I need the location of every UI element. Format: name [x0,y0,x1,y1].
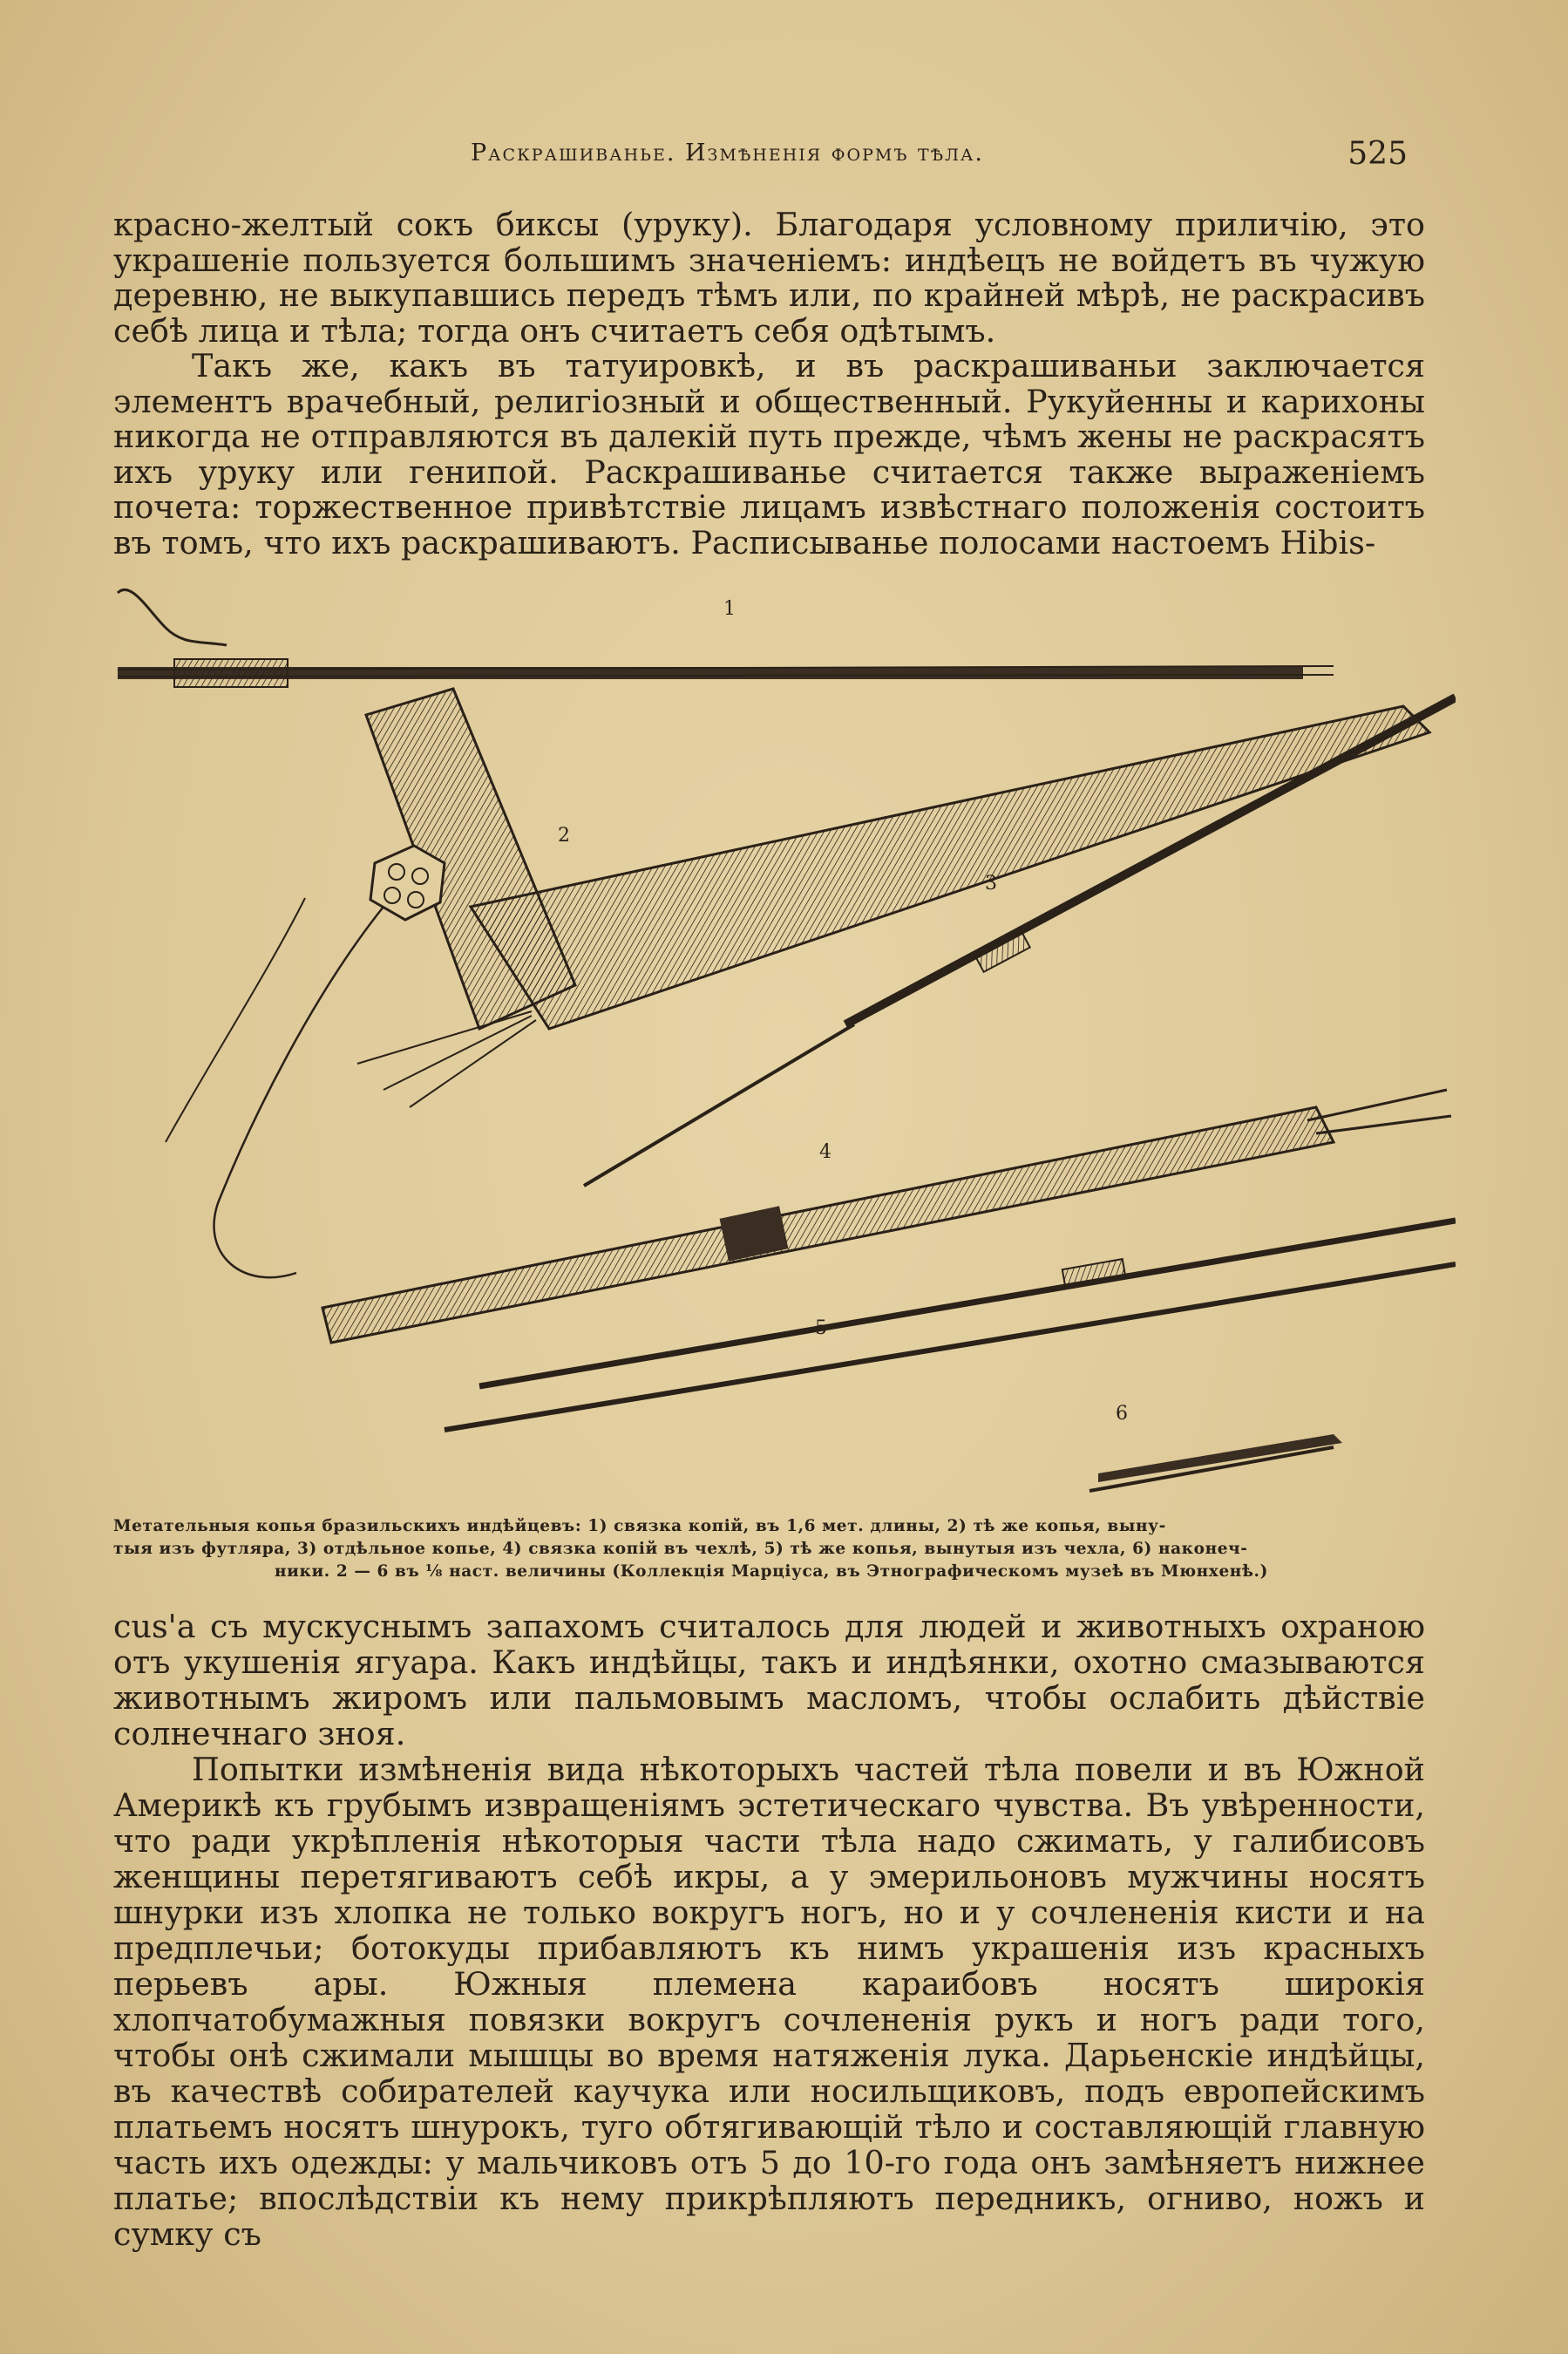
caption-line: Метательныя копья бразильскихъ индѣйцевъ: 1) связка копій, въ 1,6 мет. длины, 2) тѣ же копья, выну- [113,1517,1166,1535]
paragraph: Такъ же, какъ въ татуировкѣ, и въ раскрашиваньи заключается элементъ врачебный, религіозный и общественный. Рукуйенны и карихоны никогда не отправляются въ далекій путь прежде, чѣмъ жены не раскрасятъ ихъ уруку или генипой. Раскрашиванье считается также выраженіемъ почета: торжественное привѣтствіе лицамъ извѣстнаго положенія состоитъ въ томъ, что ихъ раскрашиваютъ. Расписыванье полосами настоемъ Hibis- [113,347,1425,561]
spear-bundle-case-4 [322,1090,1451,1343]
body-text-bottom [113,1609,1425,2252]
caption-line: ники. 2 — 6 въ ⅛ наст. величины (Коллекція Марціуса, въ Этнографическомъ музеѣ въ Мюнхенѣ.) [275,1562,1268,1581]
figure-label: 2 [558,825,570,847]
page-header [113,131,1425,183]
figure-label: 5 [815,1317,827,1339]
spear-tips-6 [1089,1403,1342,1491]
paragraph: cus'а съ мускуснымъ запахомъ считалось для людей и животныхъ охраною отъ укушенія ягуара. Какъ индѣйцы, такъ и индѣянки, охотно смазываются животнымъ жиромъ или пальмовымъ масломъ, чтобы ослабить дѣйствіе солнечнаго зноя. [113,1608,1425,1752]
figure-label: 1 [723,598,736,620]
paragraph: красно-желтый сокъ биксы (уруку). Благодаря условному приличію, это украшеніе пользуется большимъ значеніемъ: индѣецъ не войдетъ въ чужую деревню, не выкупавшись передъ тѣмъ или, по крайней мѣрѣ, не раскрасивъ себѣ лица и тѣла; тогда онъ считаетъ себя одѣтымъ. [113,206,1425,350]
figure-label: 4 [819,1141,832,1163]
caption-line: тыя изъ футляра, 3) отдѣльное копье, 4) связка копій въ чехлѣ, 5) тѣ же копья, вынутыя изъ чехла, 6) наконеч- [113,1540,1248,1558]
body-text-top [113,208,1425,561]
spears-engraving [96,575,1456,1508]
paragraph: Попытки измѣненія вида нѣкоторыхъ частей тѣла повели и въ Южной Америкѣ къ грубымъ извращеніямъ эстетическаго чувства. Въ увѣренности, что ради укрѣпленія нѣкоторыя части тѣла надо сжимать, у галибисовъ женщины перетягиваютъ себѣ икры, а у эмерильоновъ мужчины носятъ шнурки изъ хлопка не только вокругъ ногъ, но и у сочлененія кисти и на предплечьи; ботокуды прибавляютъ къ нимъ украшенія изъ красныхъ перьевъ ары. Южныя племена караибовъ носятъ широкія хлопчатобумажныя повязки вокругъ сочлененія рукъ и ногъ ради того, чтобы онѣ сжимали мышцы во время натяженія лука. Дарьенскіе индѣйцы, въ качествѣ собирателей каучука или носильщиковъ, подъ европейскимъ платьемъ носятъ шнурокъ, туго обтягивающій тѣло и составляющій главную часть ихъ одежды: у мальчиковъ отъ 5 до 10-го года онъ замѣняетъ нижнее платье; впослѣдствіи къ нему прикрѣпляютъ передникъ, огниво, ножъ и сумку съ [113,1751,1425,2253]
running-title: Раскрашиванье. Измѣненія формъ тѣла. [471,139,984,167]
figure-label: 6 [1116,1403,1128,1425]
figure-label: 3 [985,873,997,895]
page-number: 525 [1347,136,1408,172]
spear-bundle-1 [118,589,1334,687]
spears-illustration [96,575,1456,1508]
spear-bundle-2 [166,689,1429,1277]
figure-caption [113,1515,1429,1583]
